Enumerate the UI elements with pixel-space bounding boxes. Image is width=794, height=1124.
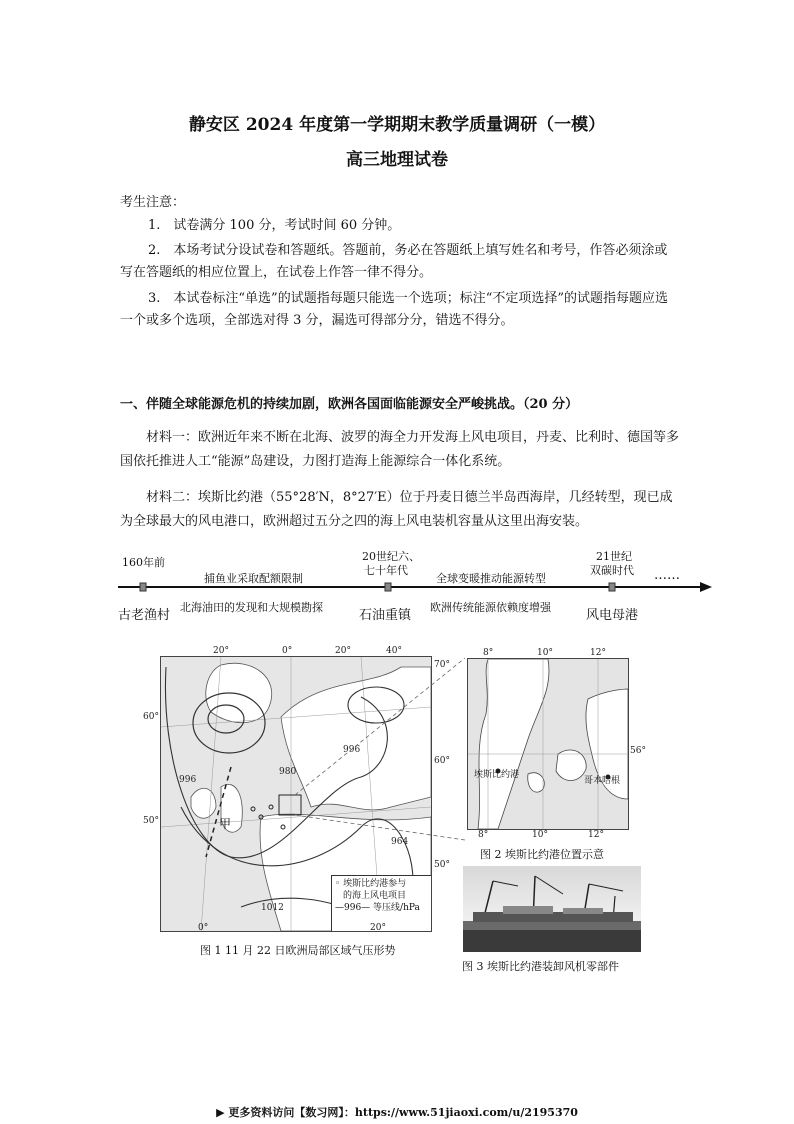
exam-subtitle: 高三地理试卷 <box>346 150 448 170</box>
zoom-connector <box>290 655 470 845</box>
timeline-label-21c-b: 双碳时代 <box>590 564 634 577</box>
timeline-label-1960s-b: 七十年代 <box>364 564 408 577</box>
fig2-lon-bottom-10: 10° <box>532 830 548 840</box>
legend-line-1: ◦ 埃斯比约港参与 <box>335 879 407 889</box>
timeline-place-1: 古老渔村 <box>118 608 171 623</box>
legend-line-3: —996— 等压线/hPa <box>335 903 420 913</box>
esbjerg-map-svg <box>468 659 628 829</box>
fig1-lat-left-60: 60° <box>143 712 159 722</box>
isobar-label-1012: 1012 <box>261 903 284 913</box>
figure-2-map <box>467 658 629 830</box>
port-photo-svg <box>463 866 641 952</box>
fig1-lat-left-50: 50° <box>143 816 159 826</box>
fig2-lon-top-8: 8° <box>483 648 494 658</box>
fig1-lon-top-40e: 40° <box>386 646 402 656</box>
fig1-lat-right-50: 50° <box>434 860 450 870</box>
isobar-label-996-a: 996 <box>343 745 361 755</box>
timeline-place-3: 风电母港 <box>586 608 639 623</box>
timeline-label-160: 160年前 <box>122 556 165 569</box>
timeline-label-21c-a: 21世纪 <box>596 550 632 563</box>
timeline-place-2: 石油重镇 <box>359 608 412 623</box>
label-esbjerg: 埃斯比约港 <box>474 770 520 780</box>
notice-heading: 考生注意： <box>120 195 186 210</box>
timeline-above-2: 全球变暖推动能源转型 <box>436 572 546 585</box>
isobar-label-964: 964 <box>391 837 409 847</box>
fig2-lon-top-10: 10° <box>537 648 553 658</box>
timeline-below-1: 北海油田的发现和大规模勘探 <box>180 601 323 614</box>
material-2: 材料二：埃斯比约港（55°28′N，8°27′E）位于丹麦日德兰半岛西海岸，几经转型，现已成为全球最大的风电港口，欧洲超过五分之四的海上风电装机容量从这里出海安装。 <box>120 490 673 529</box>
point-jia: 甲 <box>219 817 232 831</box>
fig2-lon-top-12: 12° <box>590 648 606 658</box>
timeline-ellipsis: …… <box>654 568 680 583</box>
fig1-lon-top-20e: 20° <box>335 646 351 656</box>
fig1-lat-right-70: 70° <box>434 660 450 670</box>
fig1-lat-right-60: 60° <box>434 756 450 766</box>
timeline-above-1: 捕鱼业采取配额限制 <box>204 572 303 585</box>
figure-2-caption: 图 2 埃斯比约港位置示意 <box>480 848 604 861</box>
notice-item-3: 3. 本试卷标注“单选”的试题指每题只能选一个选项；标注“不定项选择”的试题指每题应选一个或多个选项，全部选对得 3 分，漏选可得部分分，错选不得分。 <box>120 291 668 328</box>
exam-title: 静安区 2024 年度第一学期期末教学质量调研（一模） <box>188 115 606 135</box>
figure-3-photo <box>463 866 641 952</box>
fig2-lon-bottom-12: 12° <box>588 830 604 840</box>
fig1-lon-bottom-0: 0° <box>198 923 209 933</box>
fig2-lon-bottom-8: 8° <box>478 830 489 840</box>
timeline <box>118 546 712 626</box>
notice-item-2: 2. 本场考试分设试卷和答题纸。答题前，务必在答题纸上填写姓名和考号，作答必须涂或写在答题纸的相应位置上，在试卷上作答一律不得分。 <box>120 243 668 280</box>
notice-item-1: 1. 试卷满分 100 分，考试时间 60 分钟。 <box>148 218 401 233</box>
label-copenhagen: 哥本哈根 <box>584 776 621 786</box>
material-1: 材料一：欧洲近年来不断在北海、波罗的海全力开发海上风电项目，丹麦、比利时、德国等多国依托推进人工“能源”岛建设，力图打造海上能源综合一体化系统。 <box>120 430 680 469</box>
legend-line-2: 的海上风电项目 <box>343 891 407 901</box>
fig1-lon-top-20w: 20° <box>213 646 229 656</box>
isobar-label-996-b: 996 <box>179 775 197 785</box>
timeline-below-2: 欧洲传统能源依赖度增强 <box>430 601 551 614</box>
figure-1-caption: 图 1 11 月 22 日欧洲局部区域气压形势 <box>200 944 396 957</box>
fig1-lon-top-0: 0° <box>282 646 293 656</box>
figure-3-caption: 图 3 埃斯比约港装卸风机零部件 <box>462 960 619 973</box>
fig2-lat-56: 56° <box>630 746 646 756</box>
timeline-label-1960s-a: 20世纪六、 <box>362 550 420 563</box>
footer-link[interactable]: ▶ 更多资料访问【数习网】：https://www.51jiaoxi.com/u/2195370 <box>216 1106 578 1119</box>
fig1-lon-bottom-20: 20° <box>370 923 386 933</box>
section-1-heading: 一、伴随全球能源危机的持续加剧，欧洲各国面临能源安全严峻挑战。（20 分） <box>120 397 579 412</box>
isobar-label-980: 980 <box>279 767 297 777</box>
